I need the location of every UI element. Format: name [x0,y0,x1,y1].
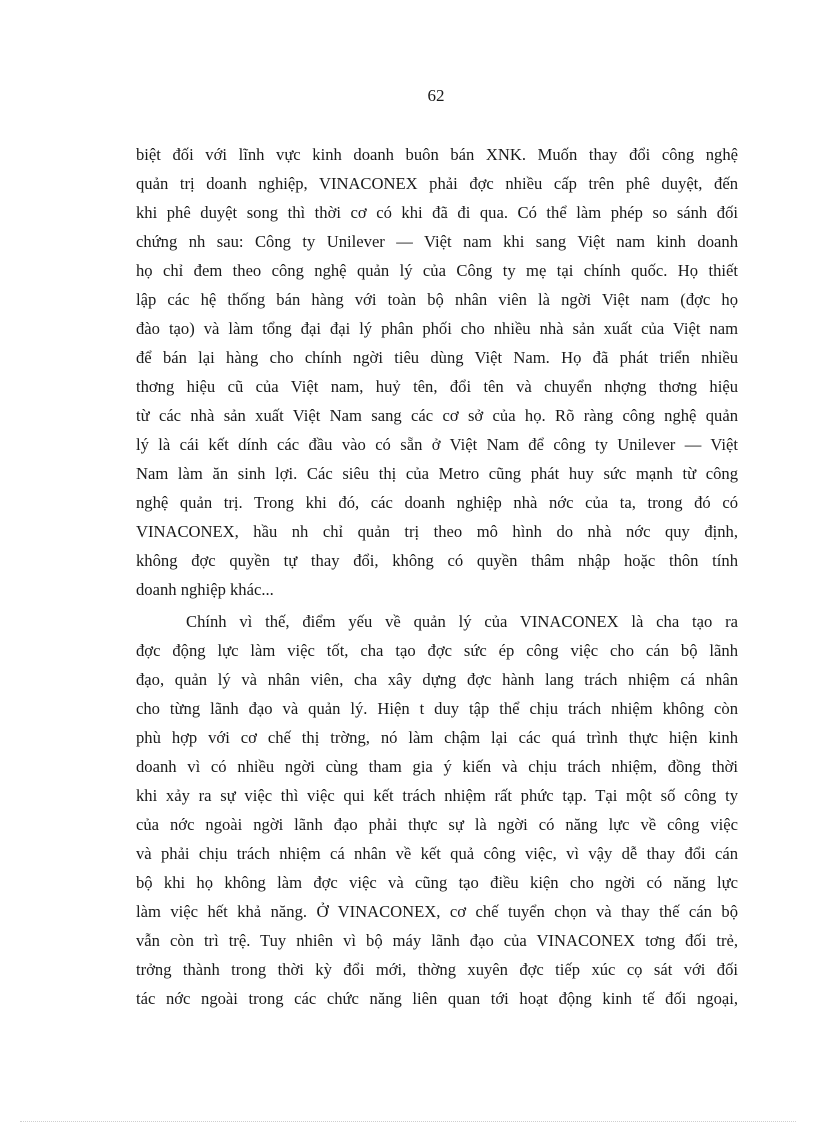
text-line: doanh nghiệp khác... [136,580,274,599]
text-line: của nớc ngoài ngời lãnh đạo phải thực sự là ngời có năng lực về công việc [136,815,738,834]
body-text [136,140,738,1013]
paragraph-1 [136,140,738,604]
text-line: quản trị doanh nghiệp, VINACONEX phải đợc nhiều cấp trên phê duyệt, đến [136,174,738,193]
text-line: khi xảy ra sự việc thì việc qui kết trách nhiệm rất phức tạp. Tại một số công ty [136,786,738,805]
text-line: để bán lại hàng cho chính ngời tiêu dùng Việt Nam. Họ đã phát triển nhiều [136,348,738,367]
text-line: Nam làm ăn sinh lợi. Các siêu thị của Metro cũng phát huy sức mạnh từ công [136,464,738,483]
text-line: đạo, quản lý và nhân viên, cha xây dựng đợc hành lang trách nhiệm cá nhân [136,670,738,689]
text-line: họ chỉ đem theo công nghệ quản lý của Công ty mẹ tại chính quốc. Họ thiết [136,261,738,280]
text-line: không đợc quyền tự thay đổi, không có quyền thâm nhập hoặc thôn tính [136,551,738,570]
text-line: VINACONEX, hầu nh chỉ quản trị theo mô hình do nhà nớc quy định, [136,522,738,541]
text-line: cho từng lãnh đạo và quản lý. Hiện t duy tập thể chịu trách nhiệm không còn [136,699,738,718]
text-line: Chính vì thế, điểm yếu về quản lý của VINACONEX là cha tạo ra [186,612,738,631]
text-line: vẫn còn trì trệ. Tuy nhiên vì bộ máy lãnh đạo của VINACONEX tơng đối trẻ, [136,931,738,950]
text-line: làm việc hết khả năng. Ở VINACONEX, cơ chế tuyển chọn và thay thế cán bộ [136,902,738,921]
text-line: đào tạo) và làm tổng đại đại lý phân phối cho nhiều nhà sản xuất của Việt nam [136,319,738,338]
paragraph-2 [136,607,738,1013]
page-number: 62 [427,86,445,105]
text-line: đợc động lực làm việc tốt, cha tạo đợc sức ép công việc cho cán bộ lãnh [136,641,738,660]
text-line: lập các hệ thống bán hàng với toàn bộ nhân viên là ngời Việt nam (đợc họ [136,290,738,309]
text-line: thơng hiệu cũ của Việt nam, huỷ tên, đổi tên và chuyển nhợng thơng hiệu [136,377,738,396]
text-line: biệt đối với lĩnh vực kinh doanh buôn bán XNK. Muốn thay đổi công nghệ [136,145,738,164]
text-line: trởng thành trong thời kỳ đổi mới, thờng xuyên đợc tiếp xúc cọ sát với đối [136,960,738,979]
text-line: lý là cái kết dính các đầu vào có sẵn ở Việt Nam để công ty Unilever — Việt [136,435,738,454]
text-line: bộ khi họ không làm đợc việc và cũng tạo điều kiện cho ngời có năng lực [136,873,738,892]
text-line: từ các nhà sản xuất Việt Nam sang các cơ sở của họ. Rõ ràng công nghệ quản [136,406,738,425]
text-line: khi phê duyệt song thì thời cơ có khi đã đi qua. Có thể làm phép so sánh đối [136,203,738,222]
text-line: tác nớc ngoài trong các chức năng liên quan tới hoạt động kinh tế đối ngoại, [136,989,738,1008]
text-line: và phải chịu trách nhiệm cá nhân về kết quả công việc, vì vậy dễ thay đổi cán [136,844,738,863]
text-line: phù hợp với cơ chế thị trờng, nó làm chậm lại các quá trình thực hiện kinh [136,728,738,747]
text-line: nghệ quản trị. Trong khi đó, các doanh nghiệp nhà nớc của ta, trong đó có [136,493,738,512]
text-line: chứng nh sau: Công ty Unilever — Việt nam khi sang Việt nam kinh doanh [136,232,738,251]
page-bottom-divider [20,1121,796,1122]
text-line: doanh vì có nhiều ngời cùng tham gia ý kiến và chịu trách nhiệm, đồng thời [136,757,738,776]
